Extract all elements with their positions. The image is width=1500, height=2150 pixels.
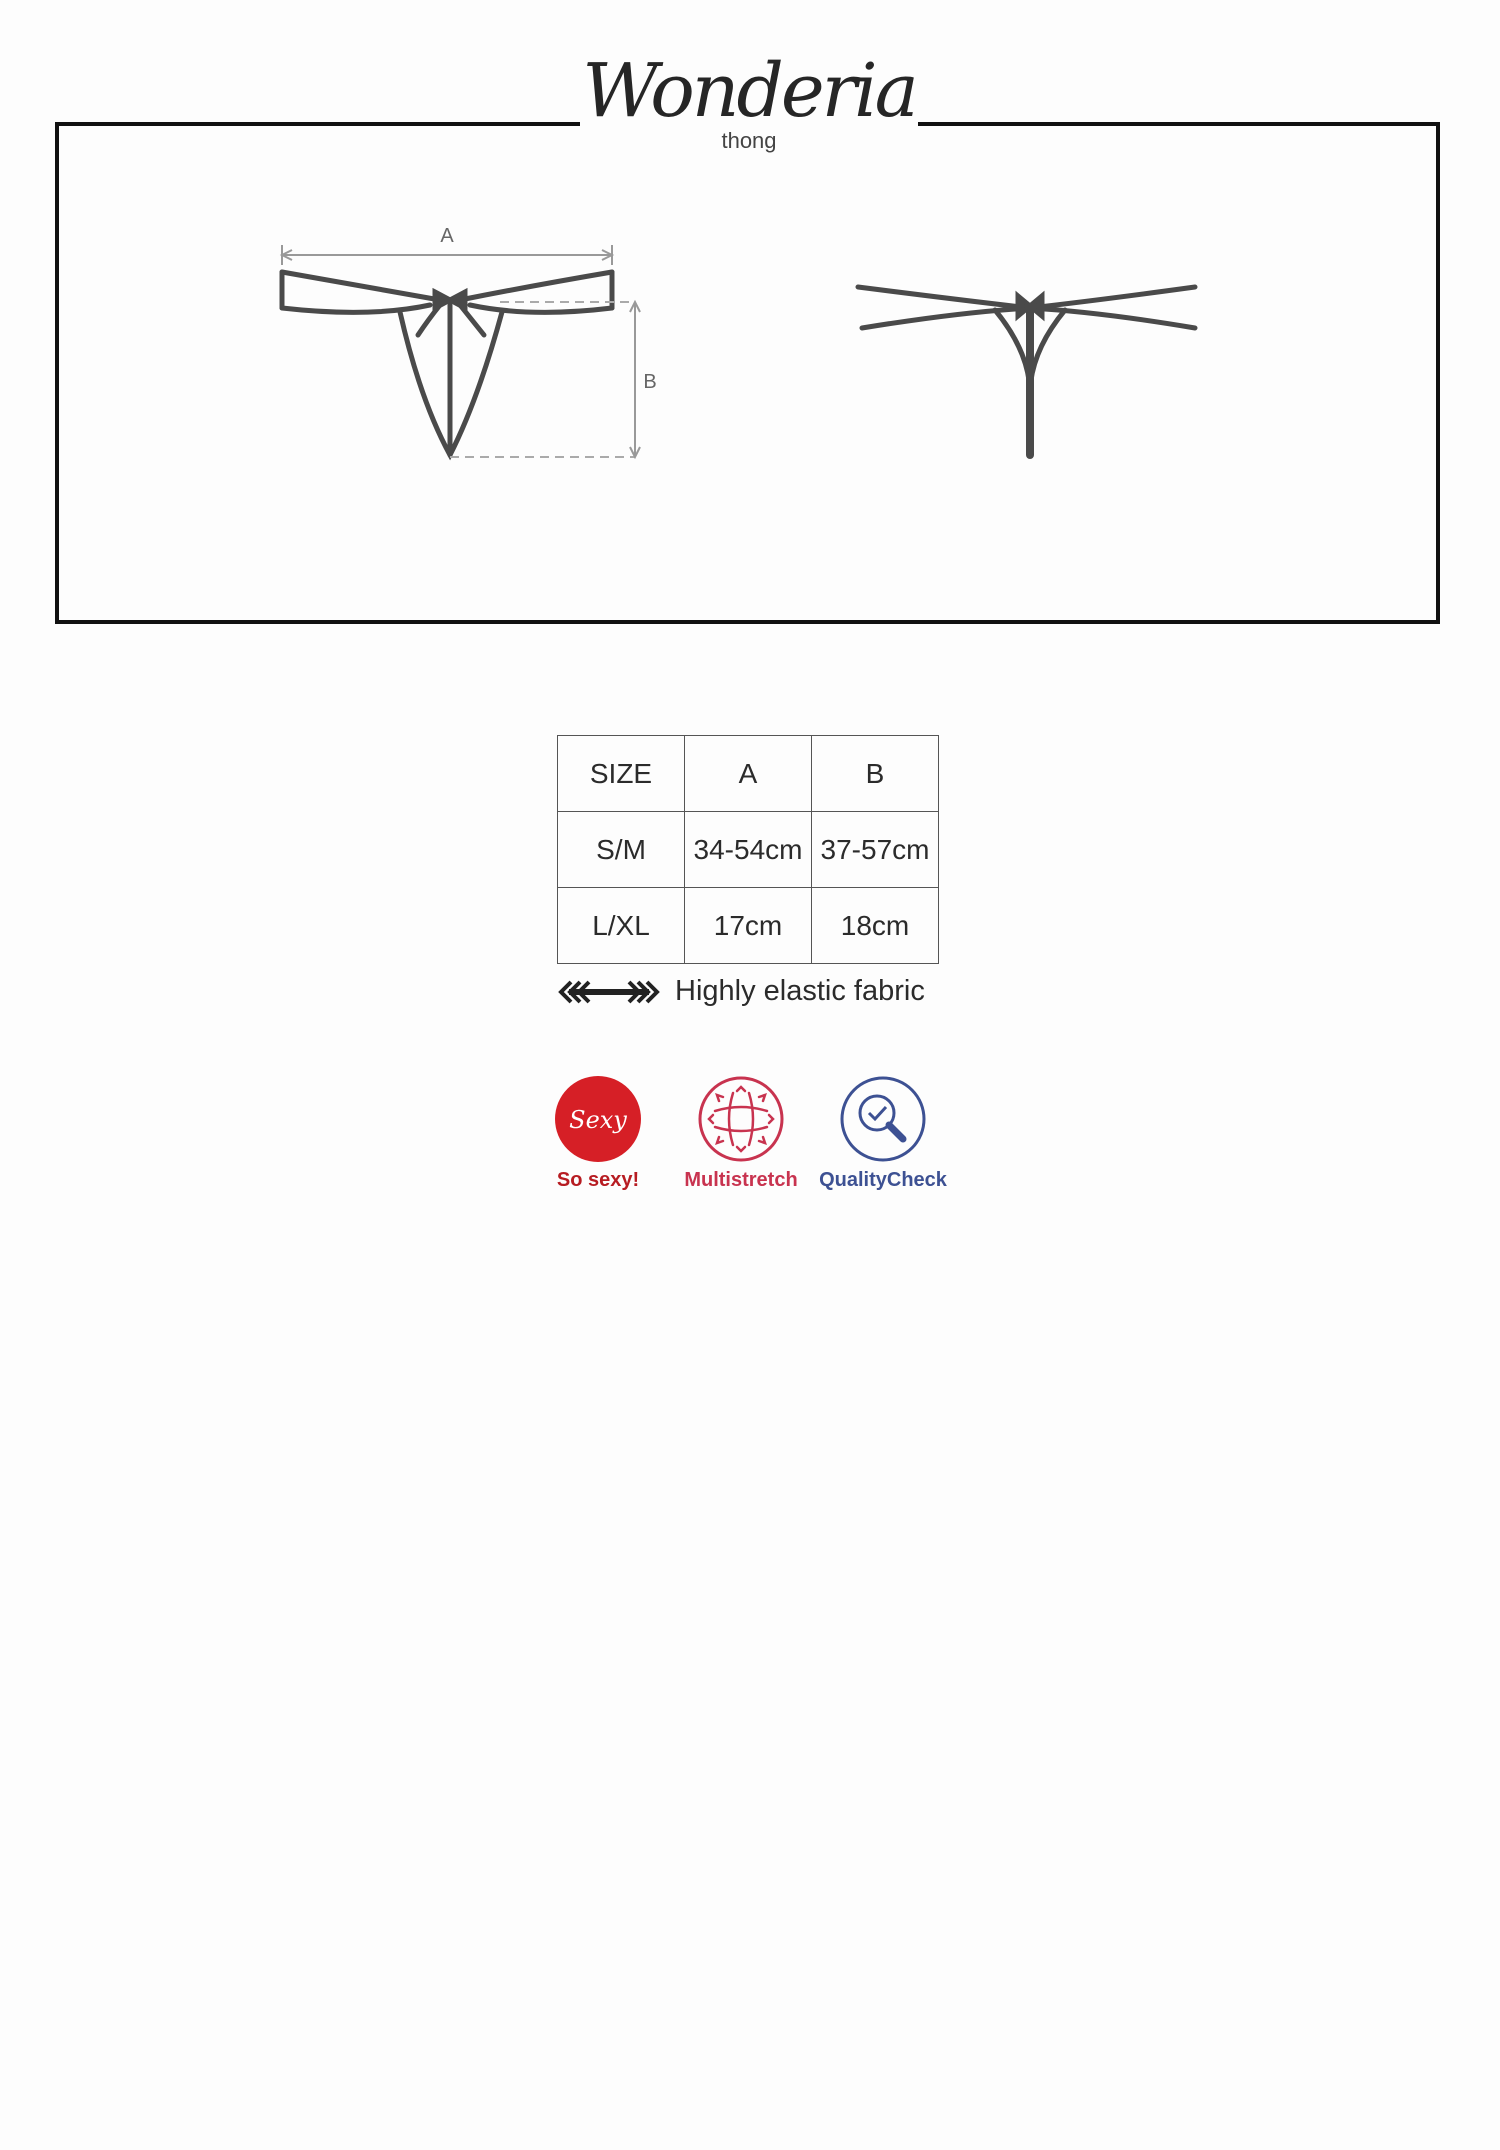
table-cell: 18cm xyxy=(812,888,939,964)
table-cell: S/M xyxy=(558,812,685,888)
dimension-label-a: A xyxy=(440,225,454,247)
table-cell: 37-57cm xyxy=(812,812,939,888)
elastic-feature-text: Highly elastic fabric xyxy=(675,975,925,1007)
badge-row xyxy=(545,1075,965,1210)
table-cell: 17cm xyxy=(685,888,812,964)
quality-check-icon xyxy=(839,1075,927,1163)
badge-qualitycheck xyxy=(818,1075,948,1192)
double-arrow-icon xyxy=(557,978,661,1006)
multistretch-icon xyxy=(697,1075,785,1163)
size-table xyxy=(557,735,939,964)
badge-caption-sexy: So sexy! xyxy=(556,1169,640,1191)
product-type: thong xyxy=(721,128,777,153)
badge-multistretch xyxy=(676,1075,806,1192)
badge-caption-multistretch: Multistretch xyxy=(684,1169,798,1191)
table-header-row xyxy=(558,736,939,812)
badge-caption-qualitycheck: QualityCheck xyxy=(819,1169,947,1191)
table-row xyxy=(558,812,939,888)
product-diagram xyxy=(0,0,1500,650)
sexy-badge-icon xyxy=(554,1075,642,1163)
dimension-label-b: B xyxy=(643,371,657,393)
elastic-feature xyxy=(557,975,925,1008)
table-row xyxy=(558,888,939,964)
table-header-cell: A xyxy=(685,736,812,812)
table-cell: 34-54cm xyxy=(685,812,812,888)
badge-sexy xyxy=(545,1075,651,1192)
svg-text:Sexy: Sexy xyxy=(569,1106,627,1134)
table-cell: L/XL xyxy=(558,888,685,964)
back-view-drawing xyxy=(858,287,1195,455)
table-header-cell: SIZE xyxy=(558,736,685,812)
brand-name: Wonderia xyxy=(582,48,916,134)
front-view-drawing xyxy=(282,272,612,455)
table-header-cell: B xyxy=(812,736,939,812)
